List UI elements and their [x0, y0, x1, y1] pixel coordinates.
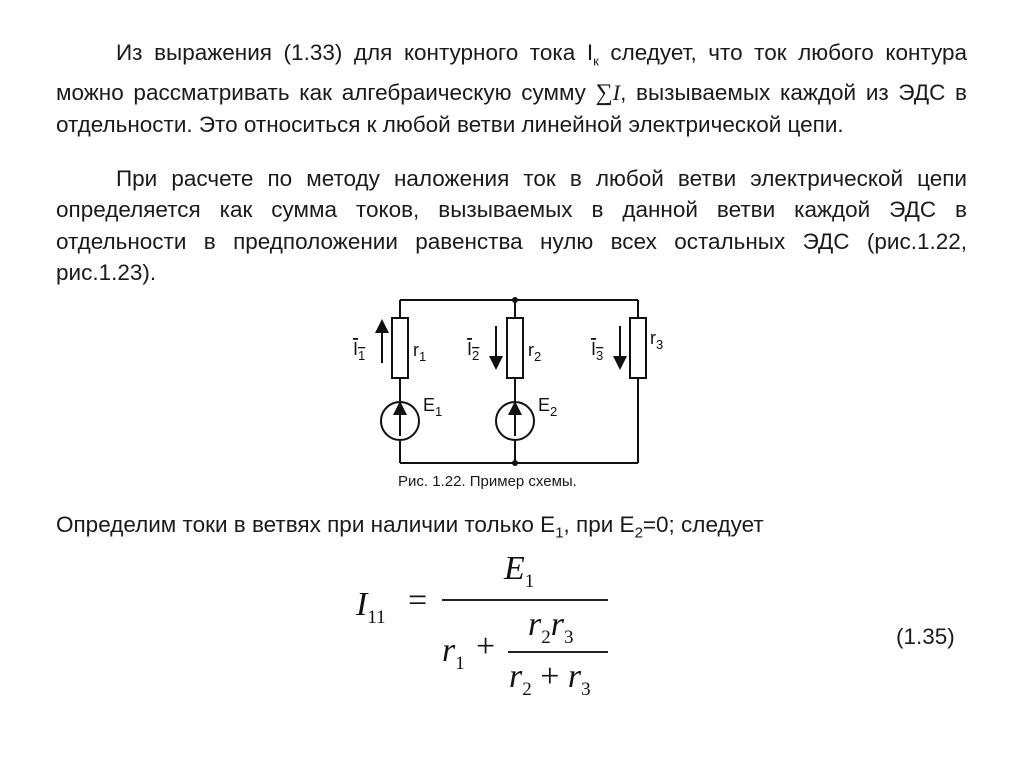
current-i1-label: $I_1$	[353, 339, 366, 363]
formula-numerator: $E_1$	[504, 550, 535, 592]
formula-denominator-r1: $r_1$	[442, 632, 465, 674]
main-fraction-bar	[442, 599, 608, 601]
e2-label: $E_2$	[538, 395, 558, 419]
bottom-node	[512, 460, 518, 466]
top-node	[512, 297, 518, 303]
current-i2-label: $I_2$	[467, 339, 480, 363]
circuit-schematic	[340, 278, 680, 470]
sum-expression: ∑I	[595, 79, 621, 106]
paragraph-contour-current: Из выражения (1.33) для контурного тока $I_к$ следует, что ток любого контура можно рассматривать как алгебраическую сумму ∑I, вызываемых каждой из ЭДС в отдельности. Это относиться к любой ветви линейной электрической цепи.	[56, 40, 968, 138]
formula-1-35	[352, 548, 622, 708]
resistor-r3	[630, 318, 646, 378]
inner-numerator: $r_2r_3$	[528, 606, 574, 648]
resistor-r2	[507, 318, 523, 378]
e1-label: $E_1$	[423, 395, 443, 419]
equation-number: (1.35)	[896, 624, 955, 649]
formula-lhs: $I_{11}$	[356, 586, 386, 628]
formula-equals: =	[408, 582, 428, 619]
r2-label: $r_2$	[528, 340, 542, 364]
inner-fraction-bar	[508, 651, 608, 653]
figure-caption: Рис. 1.22. Пример схемы.	[398, 473, 577, 490]
r3-label: $r_3$	[650, 328, 664, 352]
r1-label: $r_1$	[413, 340, 427, 364]
subscript-k: к	[593, 53, 599, 69]
inner-denominator: $r_2 + r_3$	[509, 658, 591, 700]
formula-denominator-plus: +	[476, 628, 496, 665]
paragraph-superposition: При расчете по методу наложения ток в любой ветви электрической цепи определяется как сумма токов, вызываемых в данной ветви каждой ЭДС в отдельности в предположении равенства нулю всех остальных ЭДС (рис.1.22, рис.1.23).	[56, 166, 967, 285]
resistor-r1	[392, 318, 408, 378]
current-i3-label: $I_3$	[591, 339, 604, 363]
definition-sentence: Определим токи в ветвях при наличии только $E_1$, при $E_2=0$; следует	[56, 512, 764, 542]
